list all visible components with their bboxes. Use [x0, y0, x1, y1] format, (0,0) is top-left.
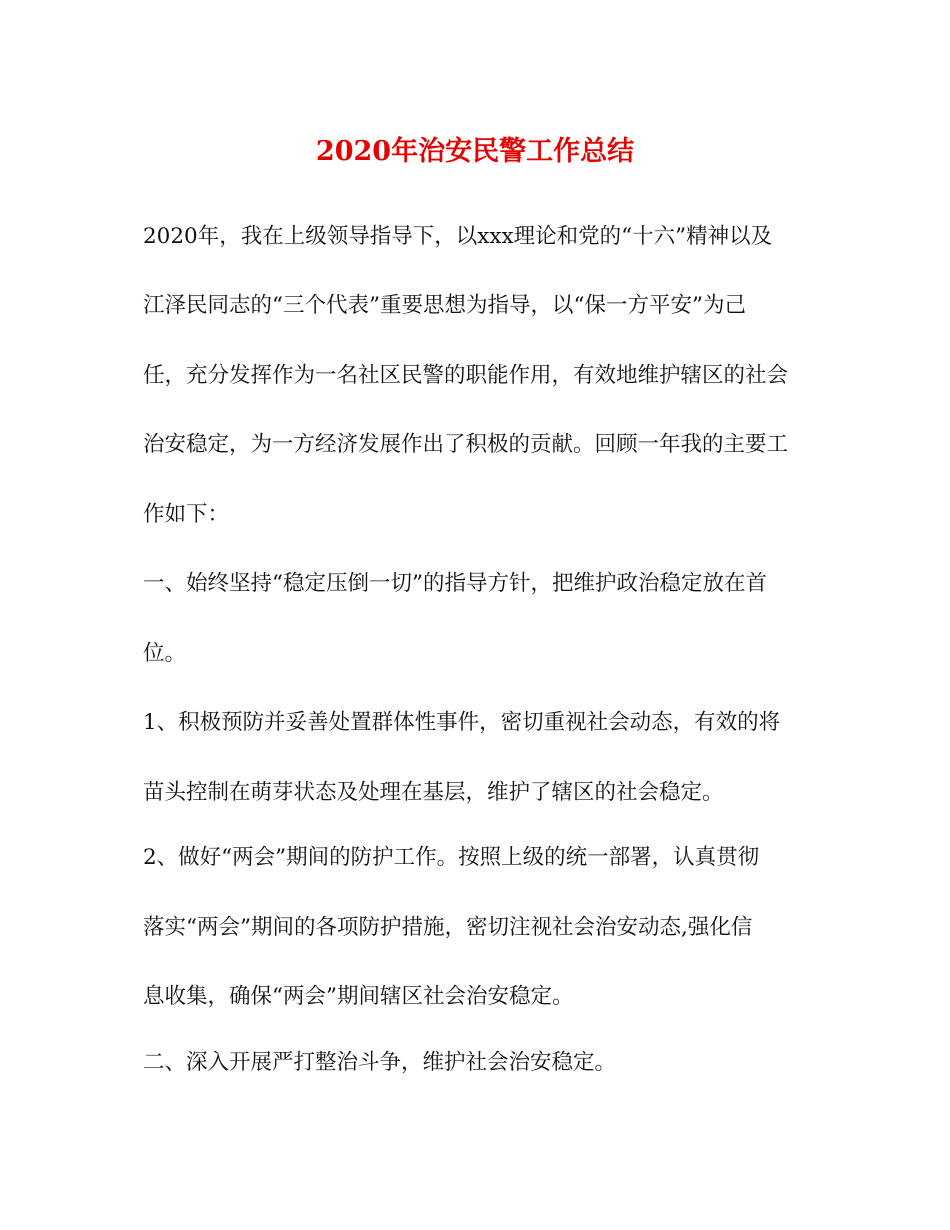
body-line-8: 1、积极预防并妥善处置群体性事件，密切重视社会动态，有效的将 — [143, 710, 781, 735]
body-line-2: 江泽民同志的“三个代表”重要思想为指导，以“保一方平安”为己 — [143, 293, 746, 318]
body-line-6: 一、始终坚持“稳定压倒一切”的指导方针，把维护政治稳定放在首 — [143, 571, 767, 596]
body-line-3: 任，充分发挥作为一名社区民警的职能作用，有效地维护辖区的社会 — [143, 363, 789, 388]
body-line-11: 落实“两会”期间的各项防护措施，密切注视社会治安动态,强化信 — [143, 915, 753, 940]
body-line-13: 二、深入开展严打整治斗争，维护社会治安稳定。 — [143, 1050, 617, 1075]
body-line-5: 作如下： — [143, 502, 230, 527]
body-line-10: 2、做好“两会”期间的防护工作。按照上级的统一部署，认真贯彻 — [143, 845, 760, 870]
document-title: 2020年治安民警工作总结 — [315, 136, 635, 167]
body-line-12: 息收集，确保“两会”期间辖区社会治安稳定。 — [143, 984, 574, 1009]
body-line-7: 位。 — [143, 641, 187, 666]
body-line-9: 苗头控制在萌芽状态及处理在基层，维护了辖区的社会稳定。 — [143, 780, 724, 805]
body-line-4: 治安稳定，为一方经济发展作出了积极的贡献。回顾一年我的主要工 — [143, 432, 789, 457]
body-line-1: 2020年，我在上级领导指导下，以xxx理论和党的“十六”精神以及 — [143, 224, 773, 249]
